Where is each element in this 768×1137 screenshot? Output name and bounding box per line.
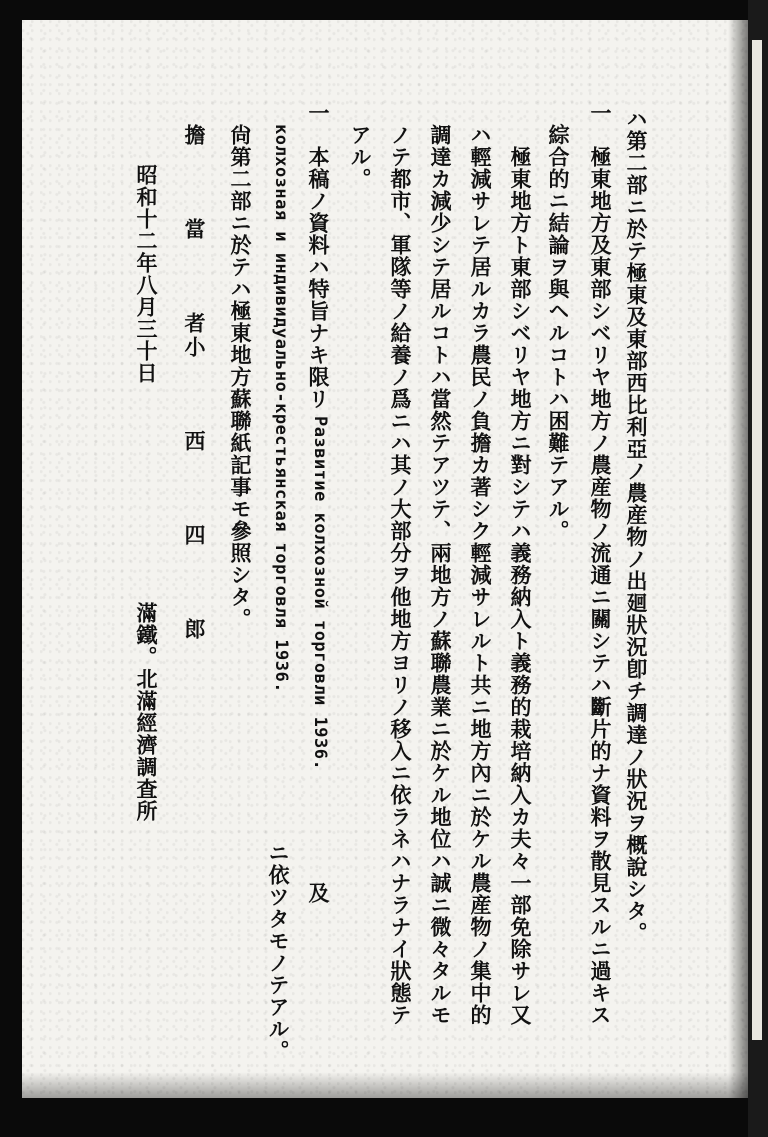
- organization-name: 滿鐵。北滿經濟調査所: [134, 602, 159, 822]
- text-column-4: 極東地方ト東部シベリヤ地方ニ對シテハ義務納入ト義務的栽培納入カ夫々一部免除サレ又: [508, 124, 533, 1026]
- text-column-7: ノテ都市、軍隊等ノ給養ノ爲ニハ其ノ大部分ヲ他地方ヨリノ移入ニ依ラネハナラナイ狀態テ: [388, 124, 413, 1026]
- russian-suffix: ニ依ツタモノテアル。: [266, 842, 291, 1062]
- text-column-2: 一 極東地方及東部シベリヤ地方ノ農産物ノ流通ニ關シテハ斷片的ナ資料ヲ散見スルニ過キス: [588, 102, 613, 1026]
- text-column-9: 一 本稿ノ資料ハ特旨ナキ限リ: [306, 102, 331, 410]
- document-page: [22, 20, 750, 1098]
- page-bottom-shadow: [22, 1072, 750, 1098]
- author-label: 擔 當 者: [182, 124, 207, 359]
- author-name: 小 西 四 郎: [182, 336, 207, 665]
- russian-title-2: колхозная и индивидуально-крестьянская торговля 1936.: [271, 124, 291, 693]
- text-column-3: 綜合的ニ結論ヲ與ヘルコトハ困難テアル。: [546, 124, 571, 542]
- joiner-text: 及: [306, 882, 331, 904]
- text-column-1: ハ第二部ニ於テ極東及東部西比利亞ノ農産物ノ出廻狀況卽チ調達ノ狀況ヲ概說シタ。: [624, 108, 649, 944]
- russian-title-1: Развитие колхозной торговли 1936.: [310, 416, 330, 771]
- date-text: 昭和十二年八月三十日: [134, 164, 159, 384]
- adjacent-page-sliver: [752, 40, 762, 1040]
- text-column-6: 調達カ減少シテ居ルコトハ當然テアツテ、兩地方ノ蘇聯農業ニ於ケル地位ハ誠ニ微々タルモ: [428, 124, 453, 1026]
- text-column-8: アル。: [348, 124, 373, 190]
- text-column-5: ハ輕減サレテ居ルカラ農民ノ負擔カ著シク輕減サレルト共ニ地方內ニ於ケル農産物ノ集中的: [468, 124, 493, 1026]
- text-column-10: 尙第二部ニ於テハ極東地方蘇聯紙記事モ參照シタ。: [228, 124, 253, 630]
- page-edge-shadow: [728, 20, 750, 1098]
